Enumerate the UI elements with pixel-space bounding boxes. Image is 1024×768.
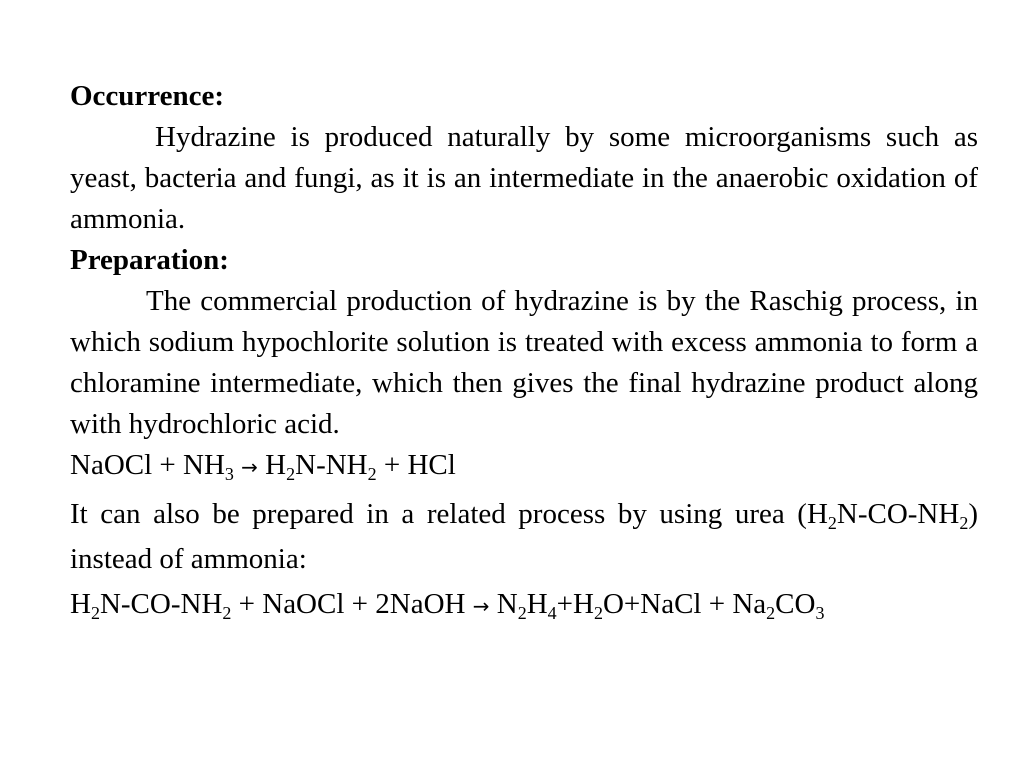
- occurrence-heading: Occurrence:: [70, 80, 225, 112]
- reaction-arrow-icon: →: [472, 594, 490, 618]
- reaction-arrow-icon: →: [241, 455, 258, 479]
- preparation-paragraph: The commercial production of hydrazine is by the Raschig process, in which sodium hypochlorite solution is treated with excess ammonia to form a chloramine intermediate, which then gives the final hydrazine product along with hydrochloric acid.: [70, 285, 978, 440]
- urea-paragraph: It can also be prepared in a related process by using urea $(H_2N-CO-NH_2)$ instead of ammonia:: [70, 498, 978, 575]
- preparation-heading: Preparation:: [70, 244, 229, 276]
- raschig-equation: NaOCl + $NH_3 \to H_2N-NH_2$ + HCl: [70, 449, 456, 484]
- occurrence-paragraph: Hydrazine is produced naturally by some microorganisms such as yeast, bacteria and fungi, as it is an intermediate in the anaerobic oxidation of ammonia.: [70, 121, 978, 235]
- urea-equation: $H_2N-CO-NH_2$ + NaOCl + 2NaOH → $N_2H_4+H_2O+NaCl + Na_2CO_3$: [70, 588, 825, 623]
- slide-text-block: [70, 76, 978, 627]
